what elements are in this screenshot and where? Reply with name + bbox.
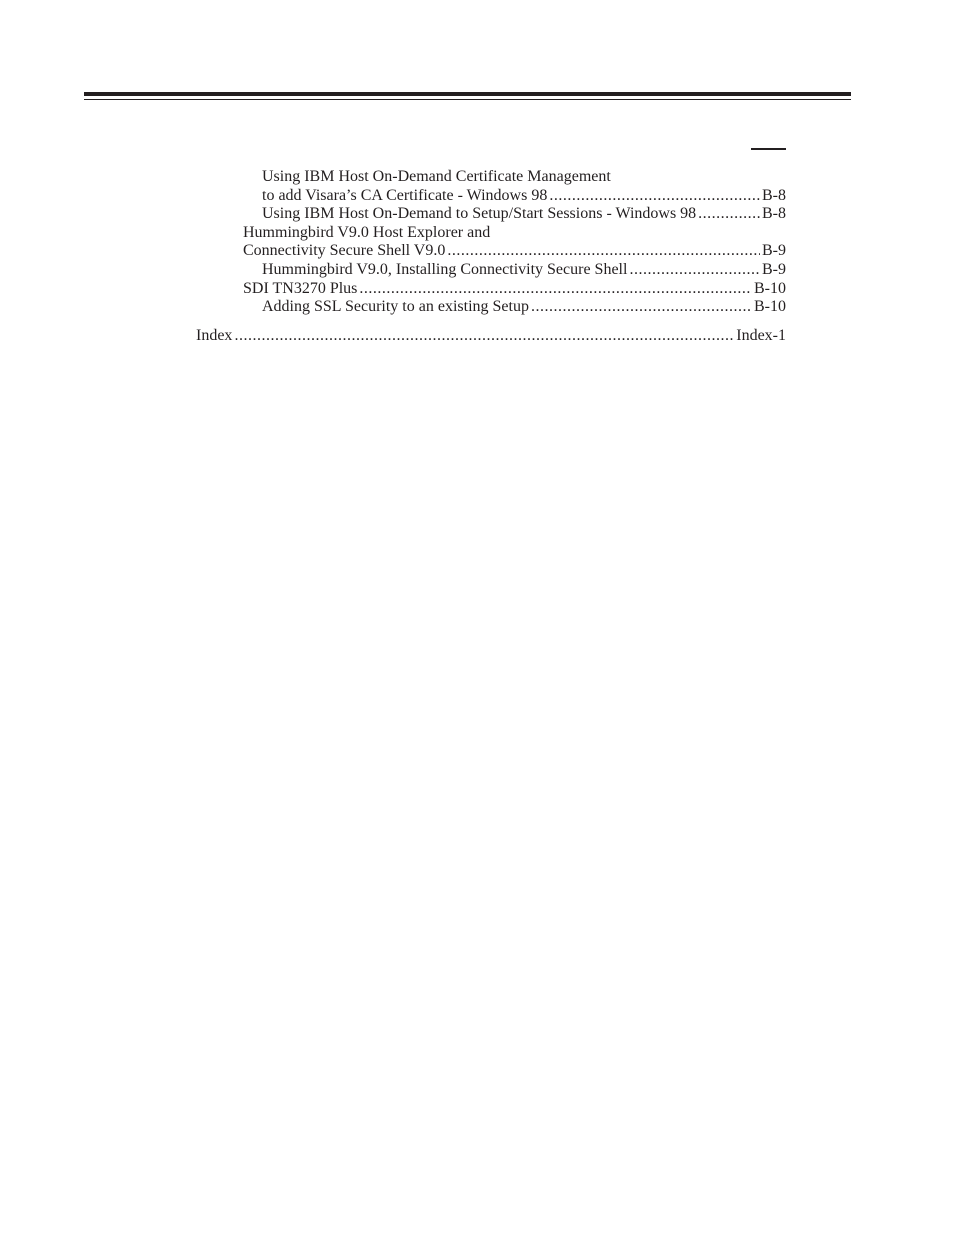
header-rule-thin	[84, 99, 851, 100]
toc-entry-title: Index	[196, 327, 233, 344]
toc-entry-title: Using IBM Host On-Demand to Setup/Start Sessions - Windows 98	[262, 205, 697, 222]
toc-entry[interactable]	[243, 279, 786, 298]
toc-entry-title: SDI TN3270 Plus	[243, 280, 358, 297]
toc-entry-page: Index-1	[736, 327, 786, 344]
dot-leader	[698, 204, 760, 223]
toc-entry[interactable]	[243, 241, 786, 260]
toc-entry[interactable]	[262, 260, 786, 279]
page-column-rule	[751, 148, 786, 150]
toc-entry-page: B-10	[754, 298, 786, 315]
dot-leader	[531, 297, 752, 316]
toc-entry[interactable]	[262, 204, 786, 223]
toc-entry-page: B-10	[754, 280, 786, 297]
toc-entry-index[interactable]	[196, 326, 786, 345]
toc-entry-title: Connectivity Secure Shell V9.0	[243, 242, 446, 259]
toc-entry[interactable]	[262, 167, 611, 186]
toc-entry-title: Adding SSL Security to an existing Setup	[262, 298, 529, 315]
dot-leader	[447, 241, 760, 260]
dot-leader	[234, 326, 734, 345]
toc-entry-title: Hummingbird V9.0 Host Explorer and	[243, 224, 491, 241]
toc-entry-title: to add Visara’s CA Certificate - Windows 98	[262, 187, 548, 204]
dot-leader	[629, 260, 760, 279]
toc-entry[interactable]	[262, 297, 786, 316]
dot-leader	[549, 186, 760, 205]
header-rule-thick	[84, 92, 851, 96]
toc-entry-page: B-8	[762, 187, 786, 204]
toc-entry[interactable]	[243, 223, 490, 242]
toc-entry-page: B-9	[762, 242, 786, 259]
toc-entry-page: B-8	[762, 205, 786, 222]
toc-entry-title: Using IBM Host On-Demand Certificate Management	[262, 168, 611, 185]
dot-leader	[359, 279, 752, 298]
toc-entry-title: Hummingbird V9.0, Installing Connectivity Secure Shell	[262, 261, 628, 278]
toc-entry-page: B-9	[762, 261, 786, 278]
toc-entry[interactable]	[262, 186, 786, 205]
